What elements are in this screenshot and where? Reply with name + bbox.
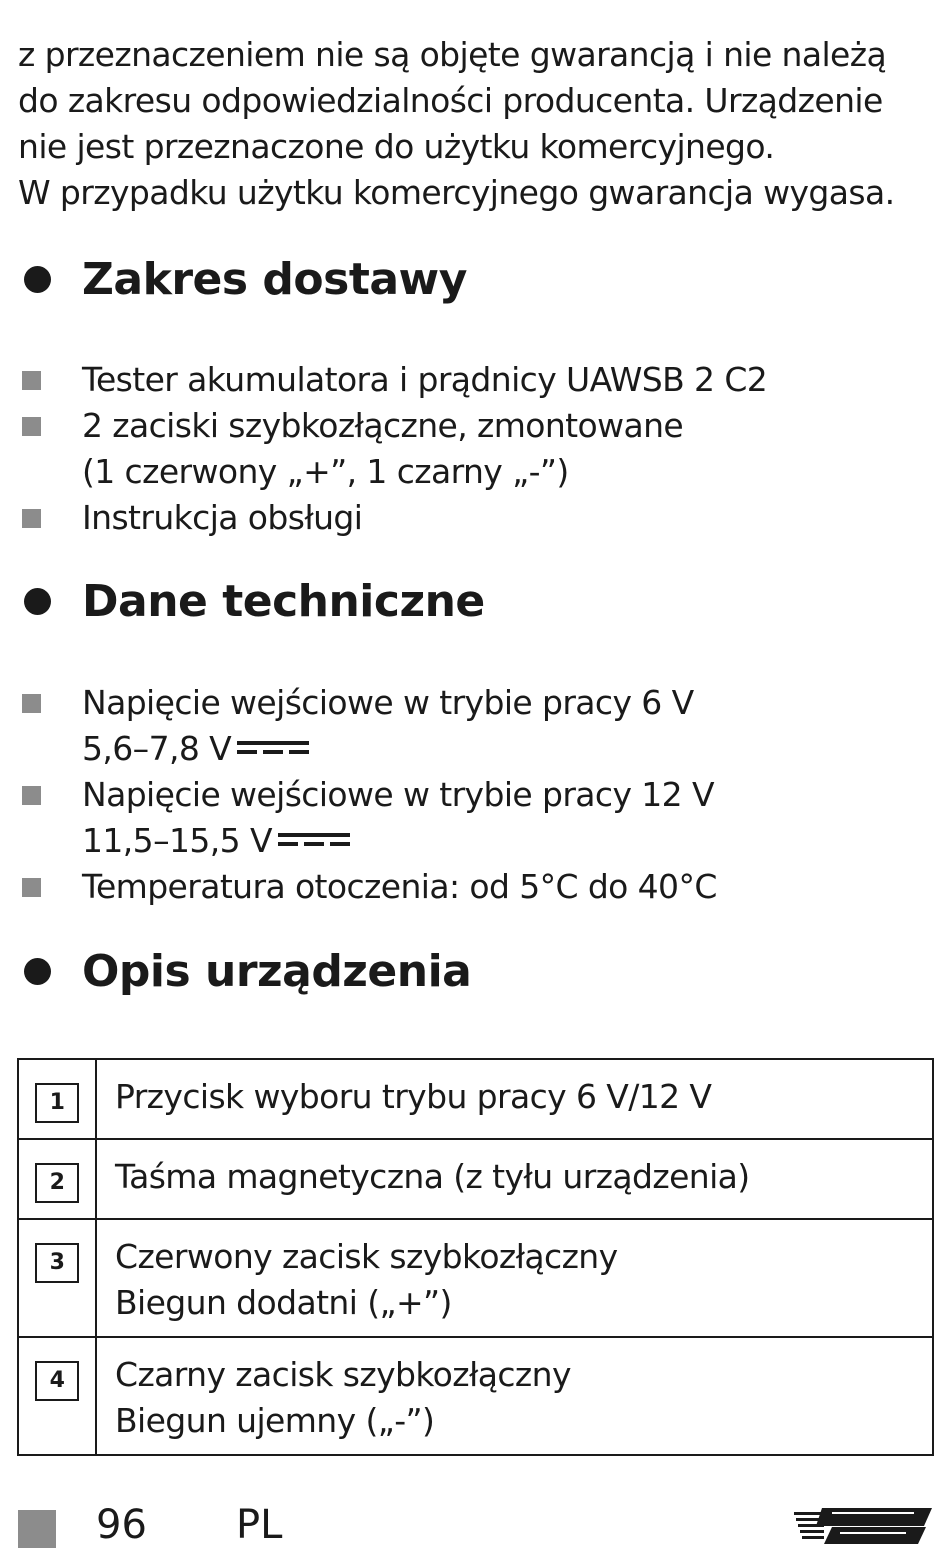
list-item xyxy=(18,864,933,910)
bullet-square-icon xyxy=(22,694,41,713)
page-language: PL xyxy=(236,1502,283,1548)
bullet-square-icon xyxy=(22,417,41,436)
part-number-badge: 1 xyxy=(35,1083,79,1123)
part-description-cell xyxy=(96,1219,933,1337)
part-number-badge: 3 xyxy=(35,1243,79,1283)
part-description-line: Przycisk wyboru trybu pracy 6 V/12 V xyxy=(115,1077,712,1116)
list-item-text: Instrukcja obsługi xyxy=(82,498,363,537)
bullet-dot-icon xyxy=(24,958,51,985)
direct-current-icon xyxy=(237,738,309,758)
bullet-square-icon xyxy=(22,509,41,528)
part-description-line: Taśma magnetyczna (z tyłu urządzenia) xyxy=(115,1157,750,1196)
bullet-dot-icon xyxy=(24,588,51,615)
list-item-text: Tester akumulatora i prądnicy UAWSB 2 C2 xyxy=(82,360,768,399)
list-item-text: Temperatura otoczenia: od 5°C do 40°C xyxy=(82,867,717,906)
table-row xyxy=(18,1139,933,1219)
ultimate-speed-logo-icon xyxy=(792,1502,934,1548)
list-item xyxy=(18,495,933,541)
part-description-line: Czerwony zacisk szybkozłączny xyxy=(115,1237,618,1276)
section-title: Zakres dostawy xyxy=(82,254,467,305)
page-number: 96 xyxy=(96,1502,147,1548)
voltage-range: 11,5–15,5 V xyxy=(82,821,272,860)
part-number-cell xyxy=(18,1139,96,1219)
list-item-text: (1 czerwony „+”, 1 czarny „-”) xyxy=(82,452,569,491)
list-item-text: 2 zaciski szybkozłączne, zmontowane xyxy=(82,406,684,445)
bullet-square-icon xyxy=(22,371,41,390)
table-row xyxy=(18,1059,933,1139)
intro-line: z przeznaczeniem nie są objęte gwarancją i nie należą xyxy=(18,35,887,74)
list-item-text: Napięcie wejściowe w trybie pracy 12 V xyxy=(82,775,714,814)
part-number-cell xyxy=(18,1337,96,1455)
table-row xyxy=(18,1219,933,1337)
part-number-badge: 2 xyxy=(35,1163,79,1203)
list-item-value-line xyxy=(82,726,933,772)
intro-line: W przypadku użytku komercyjnego gwarancja wygasa. xyxy=(18,173,895,212)
list-item-value-line xyxy=(82,818,933,864)
footer-square-icon xyxy=(18,1510,56,1548)
direct-current-icon xyxy=(278,830,350,850)
part-description-line: Czarny zacisk szybkozłączny xyxy=(115,1355,571,1394)
section-title: Dane techniczne xyxy=(82,576,485,627)
list-item xyxy=(18,357,933,403)
bullet-dot-icon xyxy=(24,266,51,293)
bullet-square-icon xyxy=(22,878,41,897)
section-title: Opis urządzenia xyxy=(82,946,472,997)
part-description-line: Biegun dodatni („+”) xyxy=(115,1283,452,1322)
voltage-range: 5,6–7,8 V xyxy=(82,729,232,768)
intro-paragraph xyxy=(18,32,933,216)
part-description-cell xyxy=(96,1059,933,1139)
delivery-list xyxy=(18,357,933,541)
section-heading-description xyxy=(18,946,471,997)
part-number-cell xyxy=(18,1059,96,1139)
part-description-line: Biegun ujemny („-”) xyxy=(115,1401,435,1440)
section-heading-delivery xyxy=(18,254,467,305)
section-heading-technical xyxy=(18,576,485,627)
device-description-table xyxy=(17,1058,934,1456)
list-item xyxy=(18,680,933,772)
part-description-cell xyxy=(96,1139,933,1219)
part-description-cell xyxy=(96,1337,933,1455)
list-item-text: Napięcie wejściowe w trybie pracy 6 V xyxy=(82,683,694,722)
technical-list xyxy=(18,680,933,910)
list-item xyxy=(18,772,933,864)
intro-line: do zakresu odpowiedzialności producenta. Urządzenie xyxy=(18,81,883,120)
part-number-cell xyxy=(18,1219,96,1337)
list-item xyxy=(18,403,933,495)
table-row xyxy=(18,1337,933,1455)
part-number-badge: 4 xyxy=(35,1361,79,1401)
intro-line: nie jest przeznaczone do użytku komercyjnego. xyxy=(18,127,775,166)
bullet-square-icon xyxy=(22,786,41,805)
